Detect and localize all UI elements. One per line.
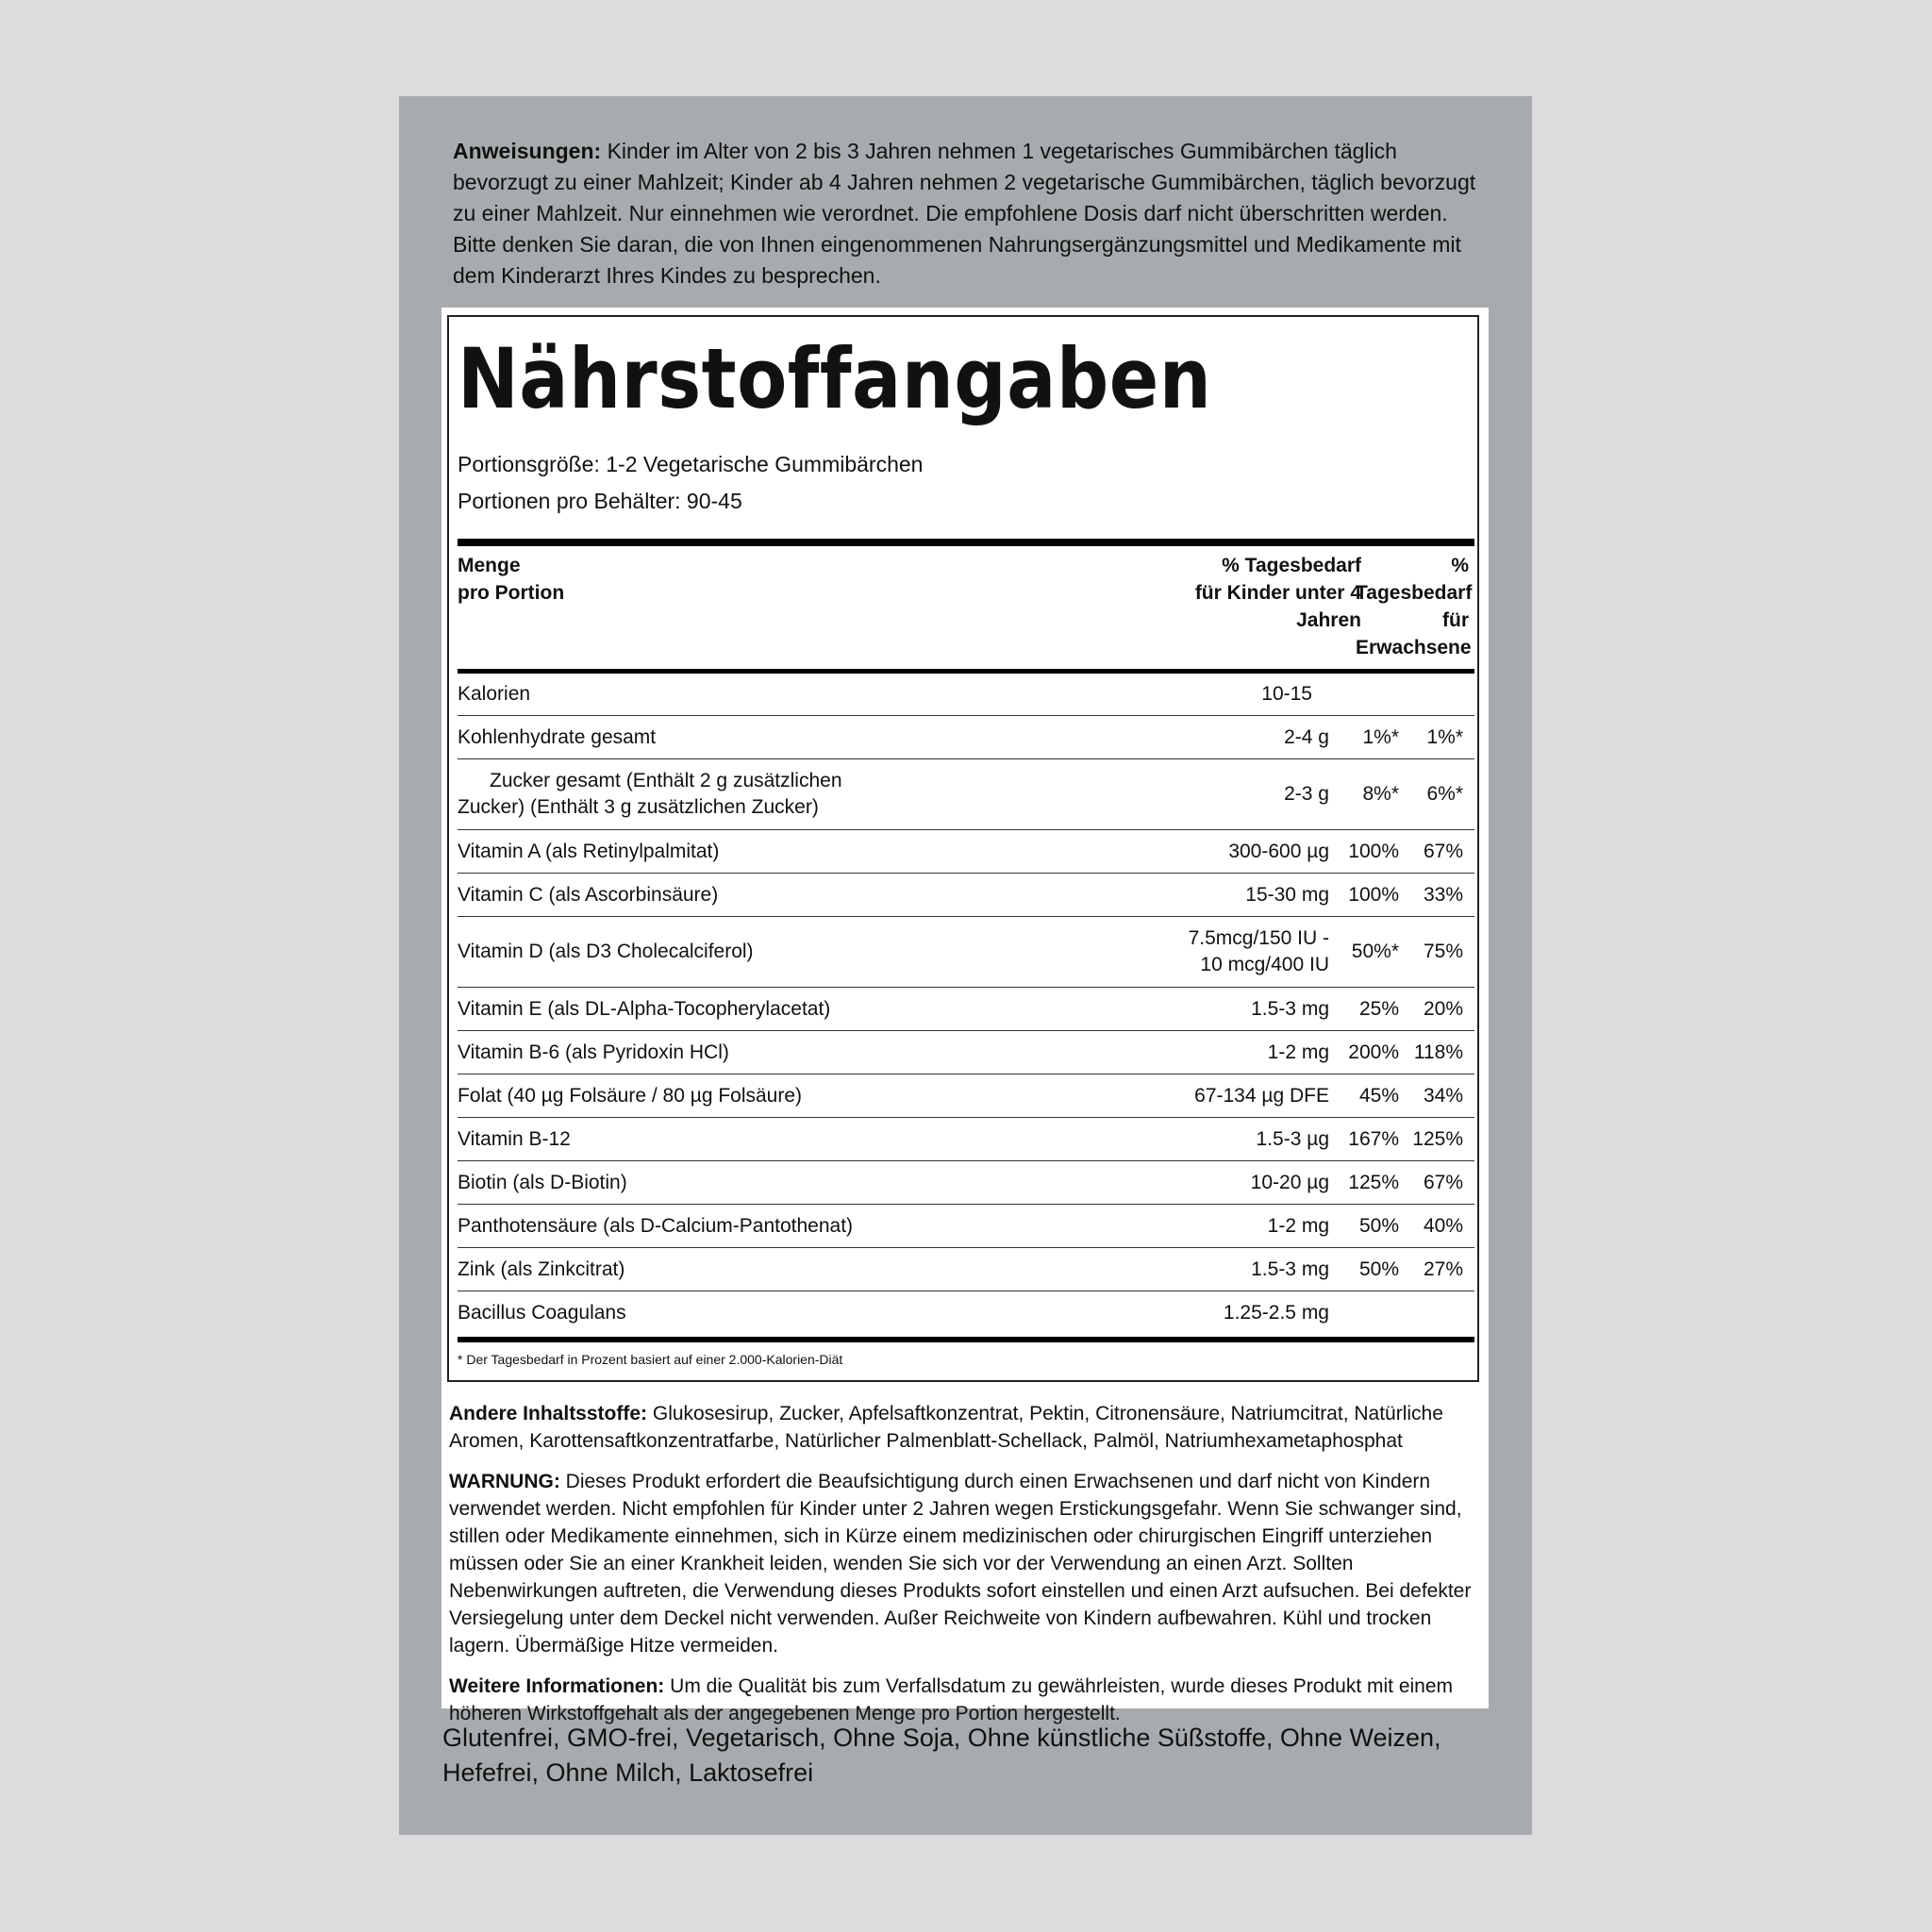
daily-value-footnote: * Der Tagesbedarf in Prozent basiert auf einer 2.000-Kalorien-Diät	[458, 1352, 843, 1367]
nutrient-adult-dv: 67%	[1423, 1171, 1463, 1193]
header-kids-line3: Jahren	[1296, 609, 1361, 631]
nutrient-name: Vitamin B-12	[458, 1127, 571, 1150]
nutrient-adult-dv: 75%	[1423, 941, 1463, 962]
serving-size: Portionsgröße: 1-2 Vegetarische Gummibärchen	[458, 452, 924, 476]
table-row	[458, 988, 1474, 1031]
thick-divider	[458, 539, 1474, 546]
header-amount	[458, 552, 564, 607]
table-row	[458, 1205, 1474, 1248]
table-row	[458, 759, 1474, 830]
nutrient-name: Vitamin D (als D3 Cholecalciferol)	[458, 941, 754, 962]
nutrient-name: Vitamin C (als Ascorbinsäure)	[458, 883, 719, 906]
table-row	[458, 874, 1474, 917]
nutrient-amount: 1.5-3 mg	[1251, 1257, 1329, 1280]
table-row	[458, 716, 1474, 759]
facts-frame	[447, 315, 1479, 1382]
nutrient-name	[458, 768, 1059, 821]
nutrient-name: Panthotensäure (als D-Calcium-Pantothenat)	[458, 1214, 854, 1237]
header-adult-line1: %	[1451, 555, 1469, 576]
nutrient-adult-dv: 27%	[1423, 1257, 1463, 1280]
nutrient-name: Folat (40 µg Folsäure / 80 µg Folsäure)	[458, 1084, 803, 1107]
header-kids-line1: % Tagesbedarf	[1222, 555, 1361, 576]
label-panel	[399, 96, 1532, 1835]
table-row	[458, 1291, 1474, 1334]
table-row	[458, 830, 1474, 874]
nutrient-amount: 1.5-3 µg	[1256, 1127, 1329, 1150]
directions-text	[453, 136, 1481, 291]
nutrient-amount: 1-2 mg	[1267, 1041, 1329, 1063]
nutrient-adult-dv: 20%	[1423, 997, 1463, 1020]
nutrient-kids-dv: 100%	[1348, 840, 1399, 862]
nutrient-kids-dv: 1%*	[1362, 725, 1399, 748]
nutrient-name: Vitamin E (als DL-Alpha-Tocopherylacetat)	[458, 997, 831, 1020]
header-adult-dv	[1356, 552, 1473, 661]
nutrient-amount: 1.5-3 mg	[1251, 997, 1329, 1020]
nutrient-amount: 10-15	[1261, 682, 1312, 705]
supplement-facts-box	[441, 308, 1489, 1724]
header-kids-line2: für Kinder unter 4	[1194, 582, 1361, 604]
nutrient-amount: 1.25-2.5 mg	[1223, 1301, 1329, 1324]
nutrient-kids-dv: 200%	[1348, 1041, 1399, 1063]
header-kids-dv	[1195, 552, 1361, 634]
nutrient-adult-dv: 118%	[1413, 1041, 1463, 1063]
nutrient-kids-dv: 45%	[1358, 1084, 1399, 1107]
nutrient-name: Kohlenhydrate gesamt	[458, 725, 657, 748]
allergen-statement: Glutenfrei, GMO-frei, Vegetarisch, Ohne Soja, Ohne künstliche Süßstoffe, Ohne Weizen, Hefefrei, Ohne Milch, Laktosefrei	[442, 1724, 1441, 1787]
nutrient-amount: 2-3 g	[1284, 783, 1329, 805]
table-row	[458, 673, 1474, 716]
nutrient-amount: 300-600 µg	[1228, 840, 1329, 862]
nutrient-kids-dv: 50%*	[1351, 941, 1399, 962]
additional-info	[449, 1400, 1482, 1740]
nutrient-name-text: Zucker gesamt (Enthält 2 g zusätzlichen Zucker) (Enthält 3 g zusätzlichen Zucker)	[458, 770, 842, 818]
table-row	[458, 1248, 1474, 1291]
header-amount-line1: Menge	[458, 555, 521, 576]
more-info-label: Weitere Informationen:	[449, 1675, 665, 1697]
thick-divider	[458, 1337, 1474, 1342]
facts-title: Nährstoffangaben	[458, 330, 1212, 427]
servings-per-container: Portionen pro Behälter: 90-45	[458, 489, 742, 513]
other-ingredients-text: Glukosesirup, Zucker, Apfelsaftkonzentrat, Pektin, Citronensäure, Natriumcitrat, Natürliche Aromen, Karottensaftkonzentratfarbe, Natürlicher Palmenblatt-Schellack, Palmöl, Natriumhexametaphosphat	[449, 1403, 1443, 1452]
nutrient-adult-dv: 34%	[1423, 1084, 1463, 1107]
table-row	[458, 1031, 1474, 1074]
nutrient-kids-dv: 125%	[1348, 1171, 1399, 1193]
warning	[449, 1468, 1482, 1659]
nutrient-name: Biotin (als D-Biotin)	[458, 1171, 627, 1193]
header-adult-line3: für	[1442, 609, 1469, 631]
directions-label: Anweisungen:	[453, 139, 602, 163]
nutrient-name: Bacillus Coagulans	[458, 1301, 626, 1324]
nutrient-amount: 2-4 g	[1284, 725, 1329, 748]
nutrient-adult-dv: 1%*	[1426, 725, 1463, 748]
nutrient-amount: 7.5mcg/150 IU - 10 mcg/400 IU	[1188, 927, 1329, 975]
nutrient-adult-dv: 6%*	[1426, 783, 1463, 805]
nutrient-kids-dv: 50%	[1358, 1257, 1399, 1280]
nutrient-amount: 15-30 mg	[1245, 883, 1329, 906]
header-amount-line2: pro Portion	[458, 582, 565, 604]
nutrient-adult-dv: 33%	[1423, 883, 1463, 906]
directions-body: Kinder im Alter von 2 bis 3 Jahren nehmen 1 vegetarisches Gummibärchen täglich bevorzugt zu einer Mahlzeit; Kinder ab 4 Jahren nehmen 2 vegetarische Gummibärchen, täglich bevorzugt zu einer Mahlzeit. Nur einnehmen wie verordnet. Die empfohlene Dosis darf nicht überschritten werden. Bitte denken Sie daran, die von Ihnen eingenommenen Nahrungsergänzungsmittel und Medikamente mit dem Kinderarzt Ihres Kindes zu besprechen.	[453, 139, 1476, 288]
header-adult-line2: Tagesbedarf	[1356, 582, 1473, 604]
table-row	[458, 917, 1474, 988]
nutrient-amount: 10-20 µg	[1250, 1171, 1329, 1193]
nutrient-amount: 67-134 µg DFE	[1194, 1084, 1329, 1107]
nutrient-name: Zink (als Zinkcitrat)	[458, 1257, 625, 1280]
header-adult-line4: Erwachsene	[1356, 637, 1472, 658]
table-header	[458, 552, 1474, 665]
nutrient-kids-dv: 25%	[1358, 997, 1399, 1020]
more-info-text: Um die Qualität bis zum Verfallsdatum zu gewährleisten, wurde dieses Produkt mit einem höheren Wirkstoffgehalt als der angegebenen Menge pro Portion hergestellt.	[449, 1675, 1454, 1724]
table-row	[458, 1118, 1474, 1161]
nutrient-kids-dv: 100%	[1348, 883, 1399, 906]
nutrient-kids-dv: 50%	[1358, 1214, 1399, 1237]
warning-label: WARNUNG:	[449, 1471, 560, 1492]
other-ingredients	[449, 1400, 1482, 1455]
nutrient-table	[458, 673, 1474, 1334]
nutrient-adult-dv: 40%	[1423, 1214, 1463, 1237]
more-info	[449, 1673, 1482, 1727]
nutrient-kids-dv: 8%*	[1362, 783, 1399, 805]
other-ingredients-label: Andere Inhaltsstoffe:	[449, 1403, 648, 1424]
warning-text: Dieses Produkt erfordert die Beaufsichtigung durch einen Erwachsenen und darf nicht von Kindern verwendet werden. Nicht empfohlen für Kinder unter 2 Jahren wegen Erstickungsgefahr. Wenn Sie schwanger sind, stillen oder Medikamente einnehmen, sich in Kürze einem medizinischen oder chirurgischen Eingriff unterziehen müssen oder Sie an einer Krankheit leiden, wenden Sie sich vor der Verwendung an einen Arzt. Sollten Nebenwirkungen auftreten, die Verwendung dieses Produkts sofort einstellen und einen Arzt aufsuchen. Bei defekter Versiegelung unter dem Deckel nicht verwenden. Außer Reichweite von Kindern aufbewahren. Kühl und trocken lagern. Übermäßige Hitze vermeiden.	[449, 1471, 1472, 1657]
nutrient-name: Vitamin A (als Retinylpalmitat)	[458, 840, 720, 862]
table-row	[458, 1161, 1474, 1205]
nutrient-amount: 1-2 mg	[1267, 1214, 1329, 1237]
nutrient-adult-dv: 125%	[1412, 1127, 1463, 1150]
nutrient-adult-dv: 67%	[1423, 840, 1463, 862]
nutrient-name: Vitamin B-6 (als Pyridoxin HCl)	[458, 1041, 729, 1063]
table-row	[458, 1074, 1474, 1118]
nutrient-kids-dv: 167%	[1348, 1127, 1399, 1150]
nutrient-name: Kalorien	[458, 682, 531, 705]
